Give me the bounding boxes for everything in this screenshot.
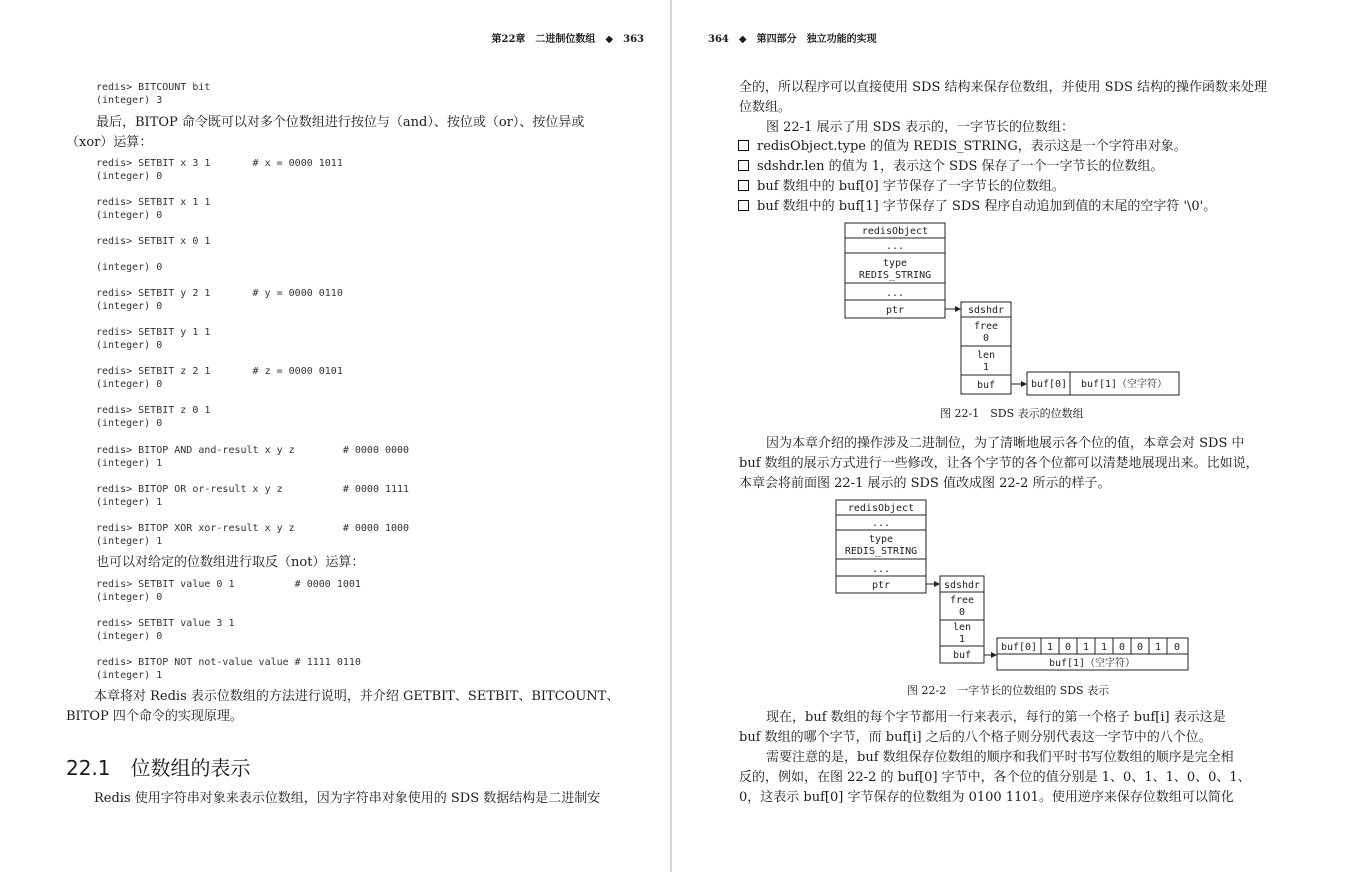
fig1-buf0-cell: buf[0] <box>1030 379 1068 390</box>
checkbox-bullet-icon <box>738 200 749 211</box>
bullet-item <box>738 137 1187 157</box>
fig2-sds-free-value: 0 <box>958 607 966 618</box>
fig2-obj-type-value: REDIS_STRING <box>844 546 918 557</box>
paragraph: buf 数组的哪个字节，而 buf[i] 之后的八个格子则分别代表这一字节中的八个位。 <box>739 730 1212 745</box>
figure-22-2-diagram <box>830 495 1195 675</box>
bullet-text: buf 数组中的 buf[1] 字节保存了 SDS 程序自动追加到值的末尾的空字符 '\0'。 <box>757 199 1217 214</box>
fig2-bit-cell: 1 <box>1046 642 1054 653</box>
fig1-obj-ptr: ptr <box>885 305 905 316</box>
left-page <box>0 0 671 872</box>
bullet-item <box>738 157 1164 177</box>
bullet-text: redisObject.type 的值为 REDIS_STRING，表示这是一个字符串对象。 <box>757 139 1187 154</box>
fig1-obj-ellipsis: ... <box>885 241 905 252</box>
fig2-obj-type-label: type <box>868 534 894 545</box>
fig2-obj-ellipsis: ... <box>871 564 891 575</box>
fig1-sds-len-label: len <box>976 350 996 361</box>
fig2-buf0-label: buf[0] <box>1000 642 1038 653</box>
fig2-bit-cell: 0 <box>1118 642 1126 653</box>
paragraph: 反的，例如，在图 22-2 的 buf[0] 字节中，各个位的值分别是 1、0、1、1、0、0、1、 <box>739 770 1251 785</box>
code-block: redis> BITOP NOT not-value value # 1111 0110 (integer) 1 <box>96 657 361 681</box>
fig1-sds-buf: buf <box>976 380 996 391</box>
paragraph: 因为本章介绍的操作涉及二进制位，为了清晰地展示各个位的值，本章会对 SDS 中 <box>766 436 1245 451</box>
paragraph: 本章会将前面图 22-1 展示的 SDS 值改成图 22-2 所示的样子。 <box>739 476 1111 491</box>
code-block: (integer) 0 <box>96 262 163 273</box>
fig1-obj-ellipsis: ... <box>885 288 905 299</box>
code-block: redis> SETBIT x 1 1 (integer) 0 <box>96 197 211 221</box>
paragraph: Redis 使用字符串对象来表示位数组，因为字符串对象使用的 SDS 数据结构是二进制安 <box>94 791 601 806</box>
paragraph: 本章将对 Redis 表示位数组的方法进行说明，并介绍 GETBIT、SETBIT、BITCOUNT、 <box>94 689 620 704</box>
fig2-obj-ptr: ptr <box>871 580 891 591</box>
checkbox-bullet-icon <box>738 140 749 151</box>
fig2-sds-len-value: 1 <box>958 634 966 645</box>
paragraph: 图 22-1 展示了用 SDS 表示的，一字节长的位数组： <box>766 120 1074 135</box>
fig2-bit-cell: 1 <box>1100 642 1108 653</box>
fig2-buf1-label: buf[1]（空字符） <box>1048 658 1136 669</box>
fig2-bit-cell: 0 <box>1064 642 1072 653</box>
fig1-obj-type-label: type <box>882 258 908 269</box>
fig1-obj-title: redisObject <box>861 226 929 237</box>
fig2-bit-cell: 0 <box>1136 642 1144 653</box>
paragraph: 现在，buf 数组的每个字节都用一行来表示，每行的第一个格子 buf[i] 表示这是 <box>766 710 1226 725</box>
paragraph: 0，这表示 buf[0] 字节保存的位数组为 0100 1101。使用逆序来保存位数组可以简化 <box>739 790 1234 805</box>
paragraph: 需要注意的是，buf 数组保存位数组的顺序和我们平时书写位数组的顺序是完全相 <box>766 750 1234 765</box>
code-block: redis> SETBIT value 3 1 (integer) 0 <box>96 618 235 642</box>
fig1-sds-free-value: 0 <box>982 333 990 344</box>
bullet-text: buf 数组中的 buf[0] 字节保存了一字节长的位数组。 <box>757 179 1065 194</box>
fig1-sds-len-value: 1 <box>982 362 990 373</box>
code-block: redis> SETBIT y 1 1 (integer) 0 <box>96 327 211 351</box>
paragraph: 也可以对给定的位数组进行取反（not）运算： <box>96 555 365 570</box>
code-block: redis> BITCOUNT bit (integer) 3 <box>96 82 211 106</box>
figure-22-1-diagram <box>840 218 1190 400</box>
code-block: redis> BITOP OR or-result x y z # 0000 1111 (integer) 1 <box>96 484 410 508</box>
code-block: redis> BITOP XOR xor-result x y z # 0000 1000 (integer) 1 <box>96 523 410 547</box>
fig2-sds-title: sdshdr <box>943 580 981 591</box>
fig2-obj-title: redisObject <box>847 503 915 514</box>
fig2-sds-buf: buf <box>952 650 972 661</box>
fig1-sds-free-label: free <box>973 321 999 332</box>
fig2-bit-cell: 1 <box>1082 642 1090 653</box>
checkbox-bullet-icon <box>738 160 749 171</box>
code-block: redis> SETBIT z 0 1 (integer) 0 <box>96 405 211 429</box>
code-block: redis> SETBIT z 2 1 # z = 0000 0101 (integer) 0 <box>96 366 343 390</box>
page-header-right: 364 ◆ 第四部分 独立功能的实现 <box>708 34 877 45</box>
paragraph: 最后，BITOP 命令既可以对多个位数组进行按位与（and）、按位或（or）、按位异或 <box>96 115 585 130</box>
fig2-sds-len-label: len <box>952 622 972 633</box>
paragraph: buf 数组的展示方式进行一些修改，让各个字节的各个位都可以清楚地展现出来。比如说， <box>739 456 1259 471</box>
figure-caption: 图 22-1 SDS 表示的位数组 <box>940 407 1084 420</box>
fig2-bit-cell: 0 <box>1173 642 1181 653</box>
code-block: redis> SETBIT x 3 1 # x = 0000 1011 (integer) 0 <box>96 158 343 182</box>
fig2-obj-ellipsis: ... <box>871 518 891 529</box>
figure-caption: 图 22-2 一字节长的位数组的 SDS 表示 <box>907 684 1110 697</box>
fig1-sds-title: sdshdr <box>967 305 1005 316</box>
fig1-obj-type-value: REDIS_STRING <box>858 270 932 281</box>
bullet-item <box>738 177 1065 197</box>
checkbox-bullet-icon <box>738 180 749 191</box>
code-block: redis> BITOP AND and-result x y z # 0000 0000 (integer) 1 <box>96 445 410 469</box>
fig2-bit-cell: 1 <box>1154 642 1162 653</box>
fig2-sds-free-label: free <box>949 595 975 606</box>
paragraph: 全的，所以程序可以直接使用 SDS 结构来保存位数组，并使用 SDS 结构的操作函数来处理 <box>739 80 1267 95</box>
paragraph: （xor）运算： <box>66 135 153 150</box>
paragraph: BITOP 四个命令的实现原理。 <box>66 709 243 724</box>
code-block: redis> SETBIT value 0 1 # 0000 1001 (integer) 0 <box>96 579 361 603</box>
fig1-buf1-cell: buf[1]（空字符） <box>1080 379 1168 390</box>
code-block: redis> SETBIT x 0 1 <box>96 236 211 247</box>
page-header-left: 第22章 二进制位数组 ◆ 363 <box>491 34 644 45</box>
bullet-text: sdshdr.len 的值为 1，表示这个 SDS 保存了一个一字节长的位数组。 <box>757 159 1164 174</box>
section-heading: 22.1 位数组的表示 <box>66 756 251 780</box>
paragraph: 位数组。 <box>739 100 792 115</box>
bullet-item <box>738 197 1216 217</box>
code-block: redis> SETBIT y 2 1 # y = 0000 0110 (integer) 0 <box>96 288 343 312</box>
